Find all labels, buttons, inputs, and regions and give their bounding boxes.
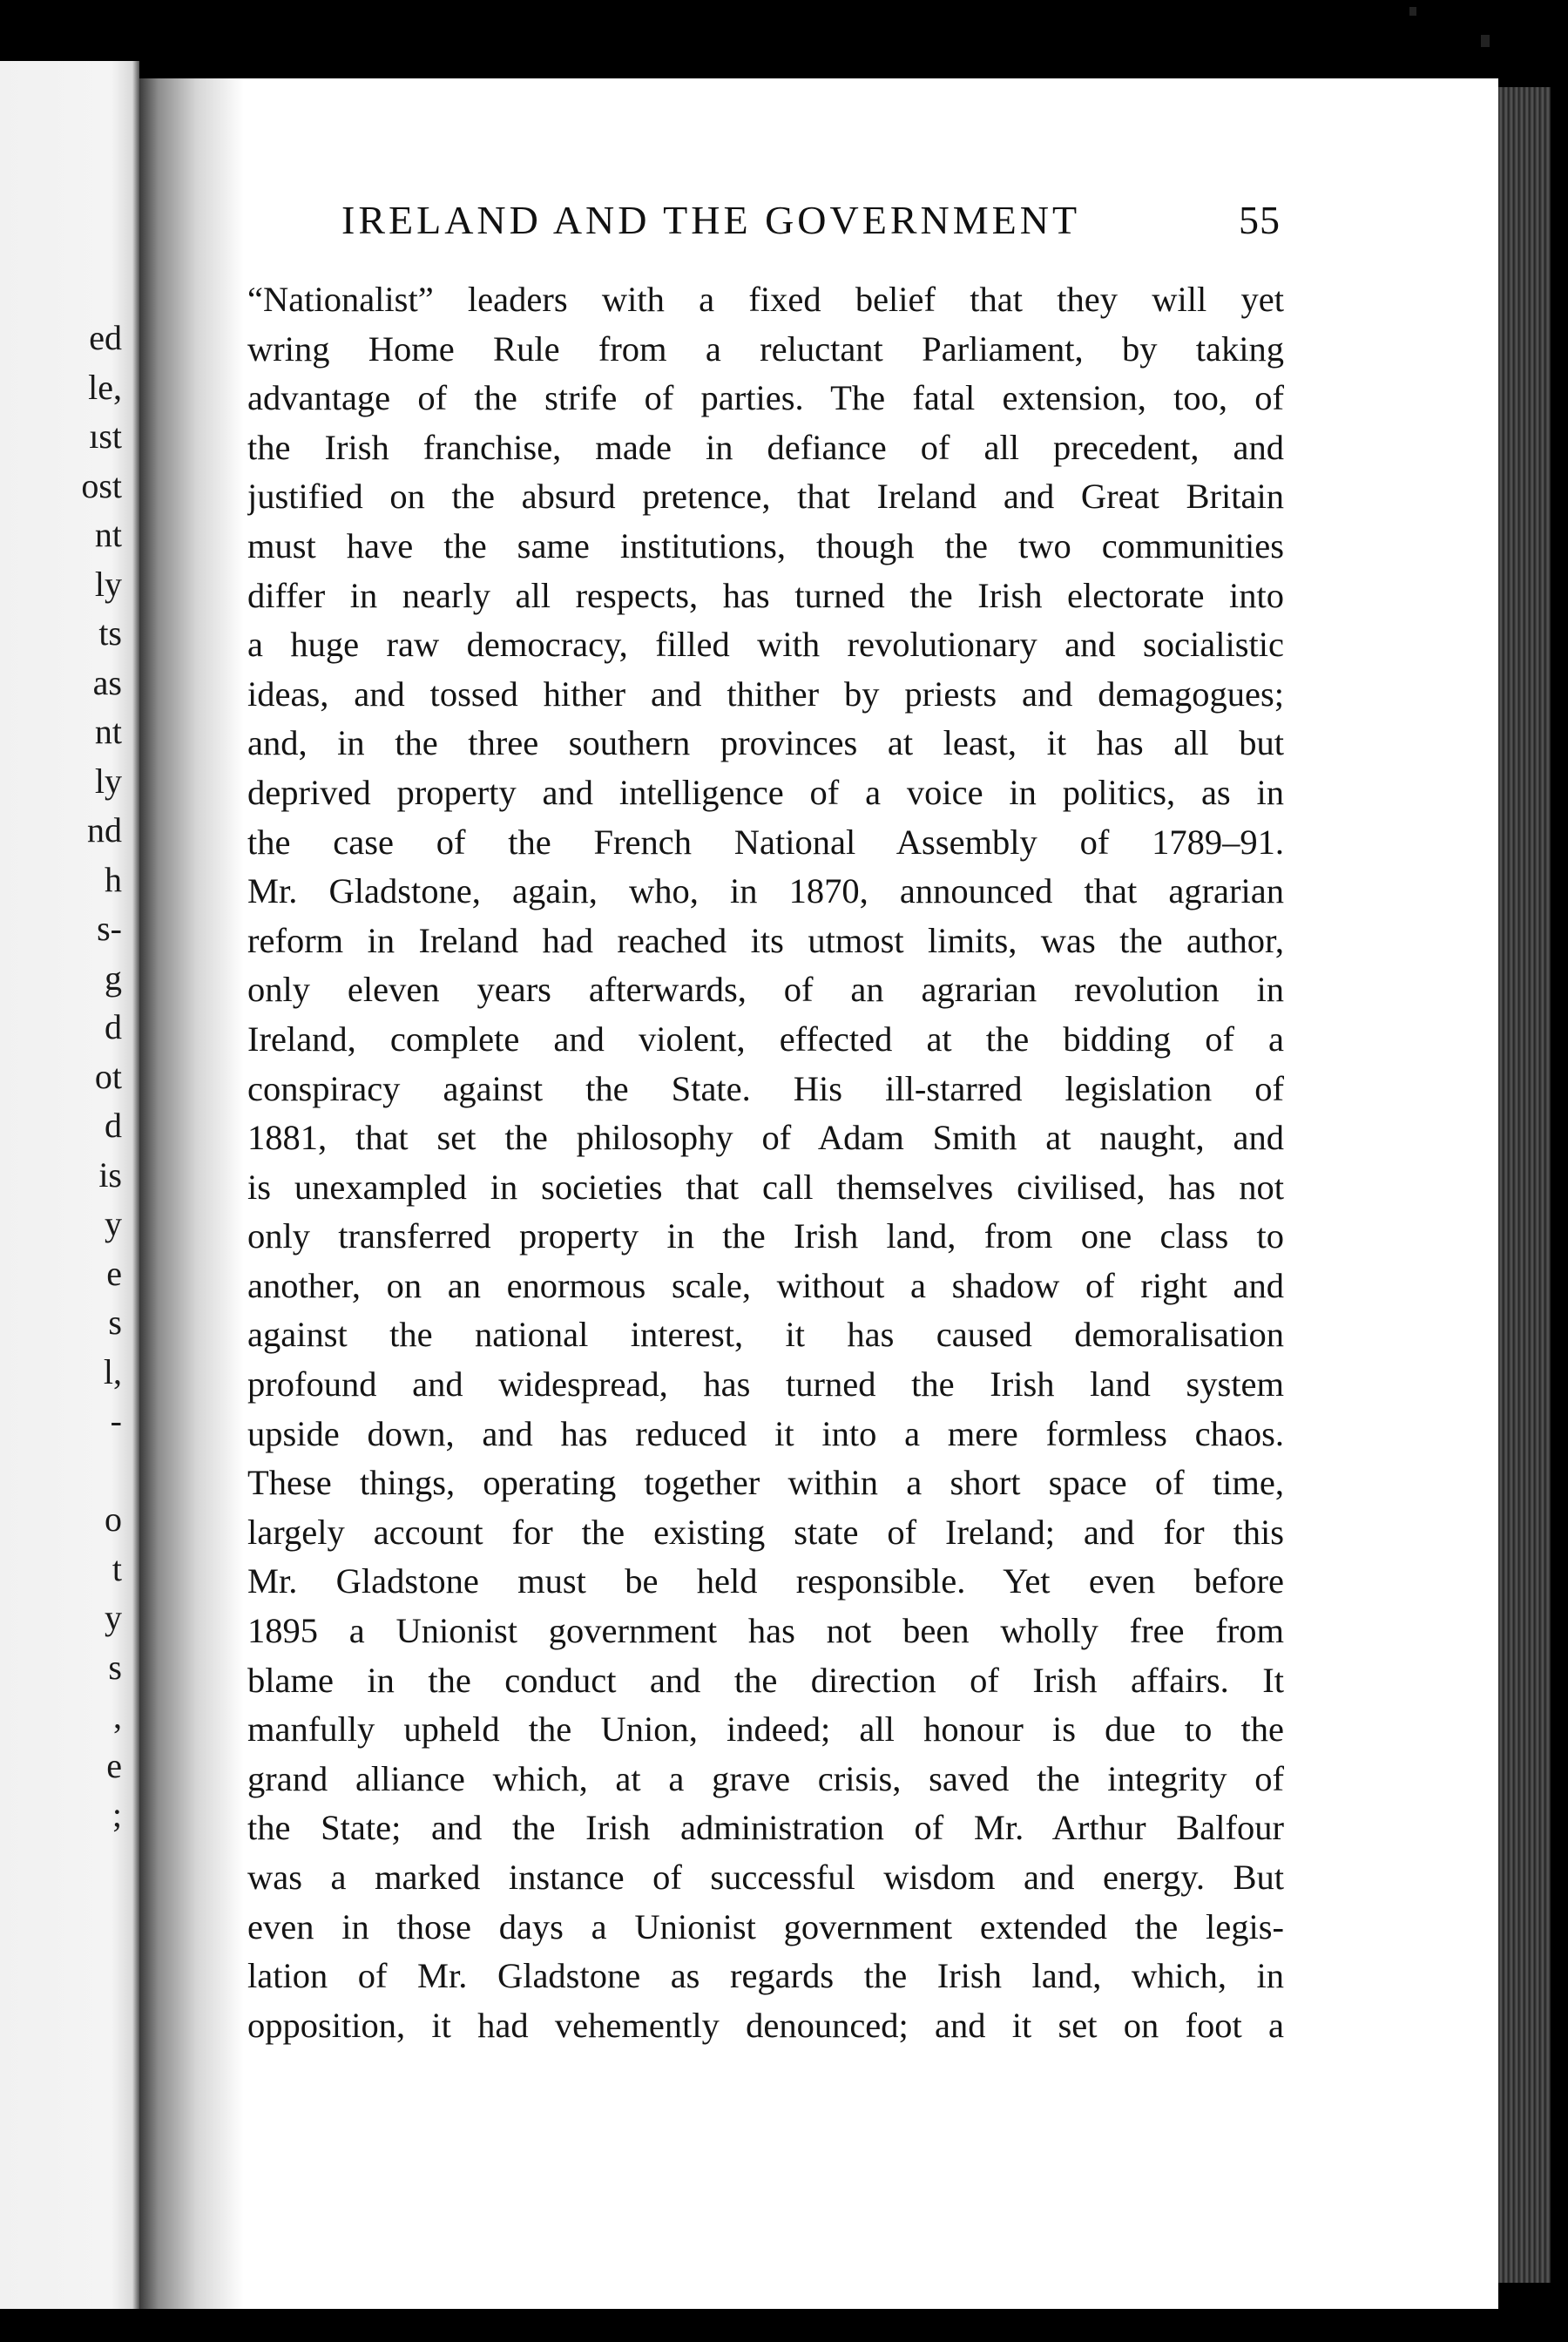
text-line: was a marked instance of successful wisdom and energy. But	[247, 1858, 1284, 1897]
text-line: reform in Ireland had reached its utmost limits, was the author,	[247, 920, 1284, 960]
text-line: only transferred property in the Irish land, from one class to	[247, 1216, 1284, 1256]
text-line: and, in the three southern provinces at least, it has all but	[247, 723, 1284, 763]
fragment-line: ly	[94, 564, 122, 604]
fragment-line: s-	[97, 909, 122, 948]
fragment-line: ıst	[89, 416, 122, 456]
fragment-line: t	[112, 1548, 122, 1588]
text-line: justified on the absurd pretence, that Ireland and Great Britain	[247, 477, 1284, 517]
fragment-line: g	[105, 958, 122, 998]
text-line: 1881, that set the philosophy of Adam Smith at naught, and	[247, 1118, 1284, 1158]
fragment-line: d	[105, 1106, 122, 1145]
fragment-line: e	[106, 1253, 122, 1293]
scan-speck	[1481, 35, 1490, 47]
fragment-line: ;	[112, 1795, 122, 1834]
text-line: only eleven years afterwards, of an agrarian revolution in	[247, 970, 1284, 1010]
text-line: against the national interest, it has caused demoralisation	[247, 1315, 1284, 1355]
fragment-line: o	[105, 1499, 122, 1539]
text-line: Mr. Gladstone, again, who, in 1870, announced that agrarian	[247, 871, 1284, 911]
text-line: Mr. Gladstone must be held responsible. Yet even before	[247, 1561, 1284, 1601]
text-line: conspiracy against the State. His ill-starred legislation of	[247, 1068, 1284, 1108]
text-line: blame in the conduct and the direction of Irish affairs. It	[247, 1660, 1284, 1700]
fragment-line: ost	[81, 465, 122, 505]
text-line: is unexampled in societies that call themselves civilised, has not	[247, 1167, 1284, 1207]
page-number: 55	[1239, 198, 1281, 242]
text-line: must have the same institutions, though the two communities	[247, 525, 1284, 565]
fragment-line: -	[110, 1401, 122, 1440]
text-line: manfully upheld the Union, indeed; all honour is due to the	[247, 1709, 1284, 1750]
text-line: differ in nearly all respects, has turned the Irish electorate into	[247, 575, 1284, 615]
text-line: wring Home Rule from a reluctant Parliament, by taking	[247, 328, 1284, 369]
fragment-line: is	[98, 1154, 122, 1195]
text-line: a huge raw democracy, filled with revolutionary and socialistic	[247, 625, 1284, 665]
fragment-line: nt	[94, 712, 122, 751]
fragment-line: s	[108, 1303, 122, 1342]
fragment-line: nt	[94, 515, 122, 554]
text-line: even in those days a Unionist government extended the legis-	[247, 1906, 1284, 1946]
fragment-line: ot	[94, 1056, 122, 1096]
fragment-line: ed	[89, 318, 122, 357]
text-line: the Irish franchise, made in defiance of all precedent, and	[247, 427, 1284, 467]
fragment-line: nd	[87, 810, 122, 849]
text-line: grand alliance which, at a grave crisis, saved the integrity of	[247, 1758, 1284, 1798]
fragment-line: l,	[103, 1351, 122, 1391]
fragment-line: ts	[98, 613, 122, 653]
fragment-line	[0, 1446, 122, 1496]
text-line: deprived property and intelligence of a voice in politics, as in	[247, 772, 1284, 812]
text-line: profound and widespread, has turned the Irish land system	[247, 1364, 1284, 1405]
fragment-line: d	[105, 1007, 122, 1046]
text-line: the State; and the Irish administration of Mr. Arthur Balfour	[247, 1808, 1284, 1848]
body-text	[247, 275, 1284, 2050]
scan-speck	[1409, 7, 1416, 16]
previous-page-line-fragments	[0, 314, 122, 1840]
text-line: lation of Mr. Gladstone as regards the Irish land, which, in	[247, 1956, 1284, 1996]
fragment-line: s	[108, 1647, 122, 1687]
previous-page-edge	[0, 61, 139, 2309]
page-stack-edge	[1498, 87, 1551, 2283]
text-line: advantage of the strife of parties. The fatal extension, too, of	[247, 378, 1284, 418]
text-line: upside down, and has reduced it into a mere formless chaos.	[247, 1413, 1284, 1453]
text-line: largely account for the existing state of Ireland; and for this	[247, 1512, 1284, 1552]
fragment-line: ,	[113, 1696, 122, 1736]
text-line: opposition, it had vehemently denounced; and it set on foot a	[247, 2005, 1284, 2045]
fragment-line: e	[106, 1745, 122, 1785]
page-header	[200, 197, 1281, 258]
text-line: another, on an enormous scale, without a shadow of right and	[247, 1265, 1284, 1305]
running-head: IRELAND AND THE GOVERNMENT	[341, 198, 1081, 242]
fragment-line: as	[92, 662, 122, 702]
fragment-line: h	[105, 859, 122, 899]
text-line: “Nationalist” leaders with a fixed belief that they will yet	[247, 280, 1284, 319]
fragment-line: ly	[94, 761, 122, 801]
text-line: These things, operating together within a short space of time,	[247, 1463, 1284, 1503]
gutter-shadow	[139, 78, 244, 2309]
text-line: Ireland, complete and violent, effected at the bidding of a	[247, 1019, 1284, 1059]
fragment-line: y	[105, 1204, 122, 1243]
text-line: ideas, and tossed hither and thither by priests and demagogues;	[247, 673, 1284, 714]
fragment-line: le,	[88, 367, 122, 407]
text-line: 1895 a Unionist government has not been wholly free from	[247, 1611, 1284, 1651]
text-line: the case of the French National Assembly of 1789–91.	[247, 822, 1284, 862]
fragment-line: y	[105, 1598, 122, 1637]
